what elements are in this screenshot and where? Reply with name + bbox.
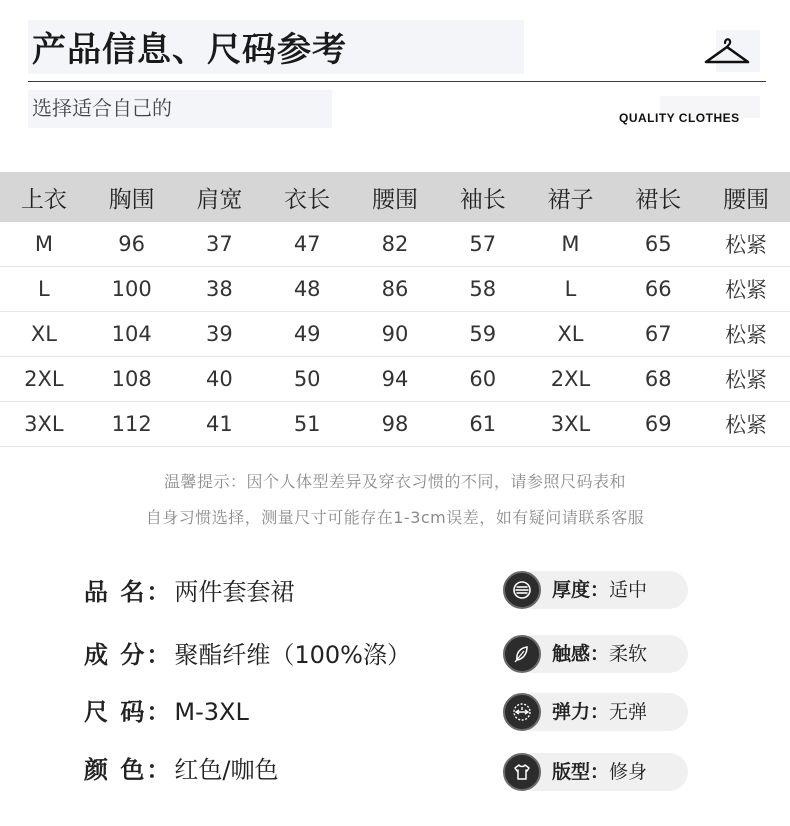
header-cell: 裙子 [527, 172, 615, 222]
feature-text [552, 635, 647, 673]
table-cell: 松紧 [702, 222, 790, 267]
table-cell: 松紧 [702, 402, 790, 447]
table-cell: 40 [176, 357, 264, 402]
page-title: 产品信息、尺码参考 [32, 30, 347, 70]
feature-value: 适中 [609, 579, 648, 601]
table-row [0, 357, 790, 402]
header-cell: 袖长 [439, 172, 527, 222]
feature-fit [500, 753, 690, 791]
table-cell: 37 [176, 222, 264, 267]
size-tip-line-1: 温馨提示：因个人体型差异及穿衣习惯的不同，请参照尺码表和 [163, 472, 626, 491]
feature-text [552, 571, 647, 609]
header-cell: 上衣 [0, 172, 88, 222]
table-row [0, 402, 790, 447]
feature-elasticity [500, 693, 690, 731]
size-table-header [0, 172, 790, 222]
table-cell: 57 [439, 222, 527, 267]
table-cell: 98 [351, 402, 439, 447]
table-cell: 2XL [527, 357, 615, 402]
info-value: M-3XL [174, 698, 249, 726]
table-cell: 38 [176, 267, 264, 312]
feature-value: 柔软 [609, 643, 648, 665]
info-label: 成 分： [84, 641, 173, 669]
table-cell: 58 [439, 267, 527, 312]
table-cell: 61 [439, 402, 527, 447]
table-cell: 50 [263, 357, 351, 402]
feather-icon [503, 635, 541, 673]
info-label: 尺 码： [84, 698, 173, 726]
table-cell: 112 [88, 402, 176, 447]
table-cell: M [0, 222, 88, 267]
info-label: 品 名： [84, 578, 173, 606]
table-cell: 86 [351, 267, 439, 312]
table-cell: 100 [88, 267, 176, 312]
table-cell: 104 [88, 312, 176, 357]
table-cell: 60 [439, 357, 527, 402]
feature-label: 触感： [552, 643, 610, 665]
table-cell: 41 [176, 402, 264, 447]
info-value: 两件套套裙 [174, 578, 295, 606]
table-cell: 66 [614, 267, 702, 312]
feature-label: 版型： [552, 761, 610, 783]
info-value: 红色/咖色 [174, 756, 279, 784]
table-cell: 68 [614, 357, 702, 402]
feature-value: 无弹 [609, 701, 648, 723]
feature-thickness [500, 571, 690, 609]
table-cell: XL [0, 312, 88, 357]
info-size-range [84, 696, 249, 728]
brand-tag: QUALITY CLOTHES [619, 111, 740, 125]
header-cell: 胸围 [88, 172, 176, 222]
table-cell: 59 [439, 312, 527, 357]
table-cell: 48 [263, 267, 351, 312]
table-cell: 47 [263, 222, 351, 267]
table-row [0, 222, 790, 267]
table-cell: 2XL [0, 357, 88, 402]
table-cell: 82 [351, 222, 439, 267]
feature-label: 厚度： [552, 579, 610, 601]
title-divider [28, 81, 766, 82]
feature-value: 修身 [609, 761, 648, 783]
table-cell: 松紧 [702, 312, 790, 357]
table-cell: 65 [614, 222, 702, 267]
stretch-icon [503, 693, 541, 731]
table-cell: 3XL [0, 402, 88, 447]
table-cell: 108 [88, 357, 176, 402]
table-cell: 69 [614, 402, 702, 447]
table-cell: 67 [614, 312, 702, 357]
header-cell: 肩宽 [176, 172, 264, 222]
info-material [84, 639, 411, 671]
feature-text [552, 753, 647, 791]
info-colors [84, 754, 278, 786]
table-cell: 94 [351, 357, 439, 402]
header-cell: 衣长 [263, 172, 351, 222]
page-subtitle: 选择适合自己的 [32, 96, 172, 120]
info-value: 聚酯纤维（100%涤） [174, 641, 411, 669]
layers-icon [503, 571, 541, 609]
table-cell: XL [527, 312, 615, 357]
table-cell: M [527, 222, 615, 267]
info-label: 颜 色： [84, 756, 173, 784]
table-cell: 39 [176, 312, 264, 357]
header-cell: 裙长 [614, 172, 702, 222]
feature-touch [500, 635, 690, 673]
table-row [0, 267, 790, 312]
feature-text [552, 693, 647, 731]
hanger-icon [702, 34, 752, 70]
table-cell: 51 [263, 402, 351, 447]
table-cell: 松紧 [702, 357, 790, 402]
table-cell: L [0, 267, 88, 312]
table-cell: 3XL [527, 402, 615, 447]
size-tip-line-2: 自身习惯选择，测量尺寸可能存在1-3cm误差，如有疑问请联系客服 [145, 508, 645, 527]
table-cell: 49 [263, 312, 351, 357]
tshirt-icon [503, 753, 541, 791]
table-cell: 90 [351, 312, 439, 357]
info-product-name [84, 576, 294, 608]
feature-label: 弹力： [552, 701, 610, 723]
table-cell: 松紧 [702, 267, 790, 312]
table-cell: 96 [88, 222, 176, 267]
header-cell: 腰围 [702, 172, 790, 222]
table-row [0, 312, 790, 357]
header-cell: 腰围 [351, 172, 439, 222]
table-cell: L [527, 267, 615, 312]
size-table [0, 172, 790, 447]
